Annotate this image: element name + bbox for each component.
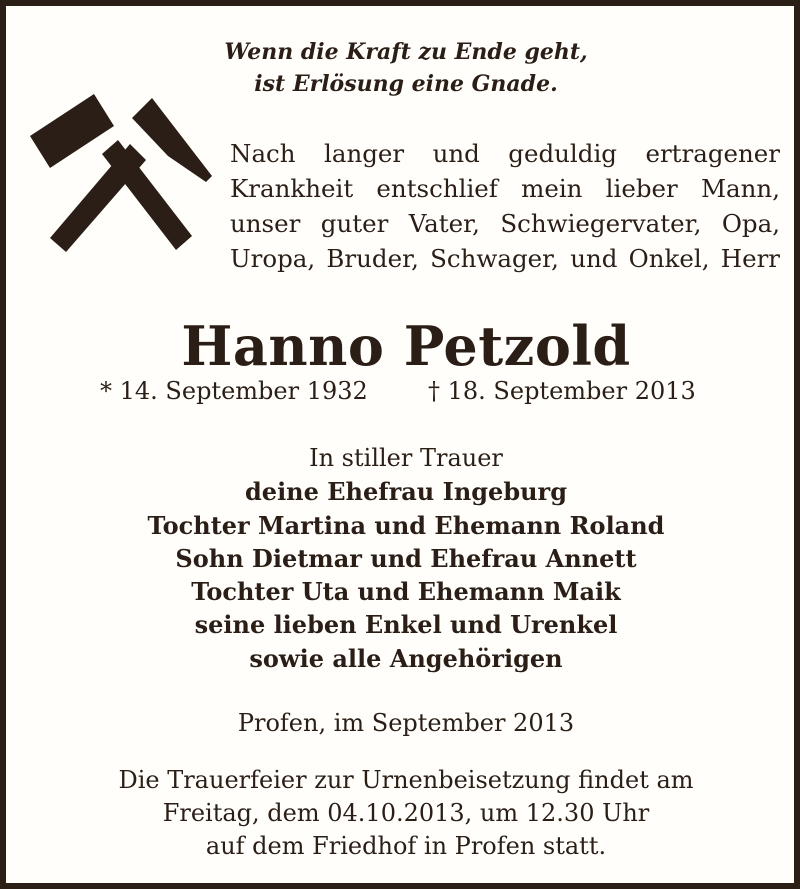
intro-line: Nach langer und geduldig ertragener (230, 139, 780, 168)
motto-line-1: Wenn die Kraft zu Ende geht, (224, 39, 588, 65)
mourner-entry: deine Ehefrau Ingeburg (245, 477, 567, 507)
mourners-block (6, 442, 800, 675)
death-date: † 18. September 2013 (428, 377, 696, 405)
intro-line: unser guter Vater, Schwiegervater, Opa, (230, 209, 780, 238)
deceased-name: Hanno Petzold (181, 314, 631, 378)
motto (156, 36, 656, 100)
mourner-entry: sowie alle Angehörigen (249, 643, 563, 673)
mourner-entry: Tochter Uta und Ehemann Maik (191, 577, 621, 607)
birth-date: * 14. September 1932 (100, 377, 368, 405)
intro-line: Uropa, Bruder, Schwager, und Onkel, Herr (230, 244, 780, 273)
mourners-heading: In stiller Trauer (309, 444, 503, 472)
intro-line: Krankheit entschlief mein lieber Mann, (230, 174, 780, 203)
intro-text (230, 136, 780, 276)
motto-line-2: ist Erlösung eine Gnade. (254, 71, 558, 97)
funeral-line: auf dem Friedhof in Profen statt. (205, 832, 607, 860)
funeral-line: Die Trauerfeier zur Urnenbeisetzung findet am (118, 766, 694, 794)
funeral-notice (6, 764, 800, 863)
mourner-entry: Sohn Dietmar und Ehefrau Annett (175, 543, 637, 573)
mourner-entry: seine lieben Enkel und Urenkel (194, 610, 618, 640)
place-and-date: Profen, im September 2013 (237, 709, 575, 737)
mourner-entry: Tochter Martina und Ehemann Roland (147, 510, 665, 540)
funeral-line: Freitag, dem 04.10.2013, um 12.30 Uhr (162, 799, 650, 827)
hammer-and-pick-icon (28, 92, 214, 258)
